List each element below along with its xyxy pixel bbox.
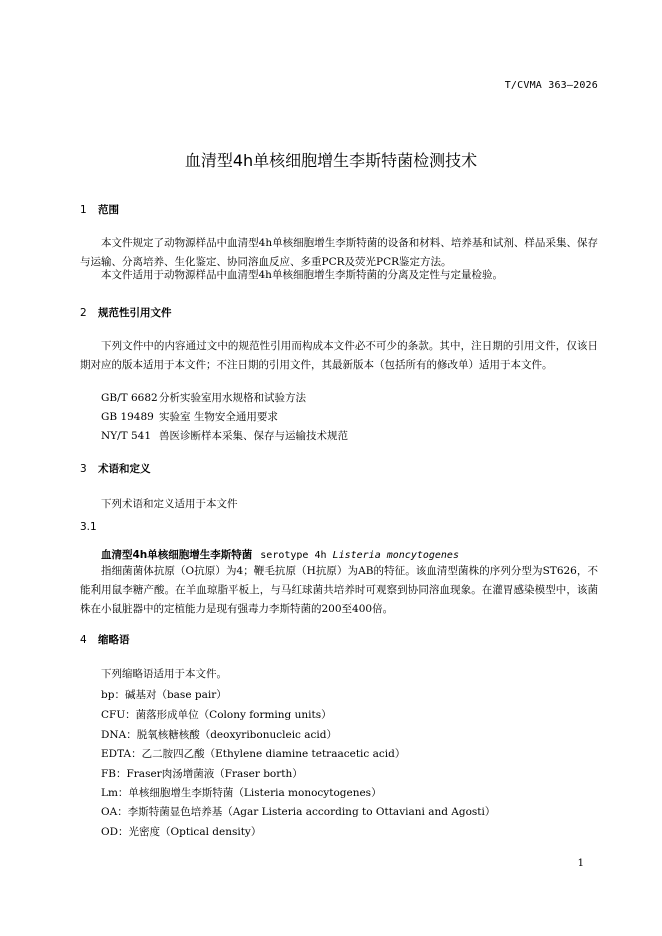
standard-number: T/CVMA 363—2026 <box>504 80 598 91</box>
reference-code: NY/T 541 <box>101 430 152 442</box>
section-title: 范围 <box>98 204 119 216</box>
section-4-heading <box>80 632 130 647</box>
reference-item <box>101 428 348 443</box>
term-number: 3.1 <box>80 521 97 533</box>
abbr-item: OD：光密度（Optical density） <box>101 826 262 838</box>
term-english-prefix: serotype 4h <box>260 550 327 561</box>
refs-paragraph: 下列文件中的内容通过文中的规范性引用而构成本文件必不可少的条款。其中，注日期的引用文件，仅该日期对应的版本适用于本文件；不注日期的引用文件，其最新版本（包括所有的修改单）适用于本文件。 <box>80 340 598 371</box>
reference-name: 分析实验室用水规格和试验方法 <box>159 392 306 404</box>
section-2-heading <box>80 305 172 320</box>
terms-intro: 下列术语和定义适用于本文件 <box>101 498 238 510</box>
abbr-intro: 下列缩略语适用于本文件。 <box>101 668 227 680</box>
section-title: 规范性引用文件 <box>98 307 172 319</box>
reference-code: GB 19489 <box>101 411 154 423</box>
term-chinese: 血清型4h单核细胞增生李斯特菌 <box>101 549 253 561</box>
document-title: 血清型4h单核细胞增生李斯特菌检测技术 <box>184 151 478 170</box>
section-number: 3 <box>80 463 87 475</box>
reference-item <box>101 390 306 405</box>
abbr-item: DNA：脱氧核糖核酸（deoxyribonucleic acid） <box>101 729 337 741</box>
reference-item <box>101 409 278 424</box>
term-english-italic: Listeria moncytogenes <box>332 550 459 561</box>
scope-paragraph-1: 本文件规定了动物源样品中血清型4h单核细胞增生李斯特菌的设备和材料、培养基和试剂、样品采集、保存与运输、分离培养、生化鉴定、协同溶血反应、多重PCR及荧光PCR鉴定方法。 <box>80 237 598 268</box>
section-3-heading <box>80 461 151 476</box>
section-number: 1 <box>80 204 87 216</box>
abbr-item: EDTA：乙二胺四乙酸（Ethylene diamine tetraacetic acid） <box>101 748 406 760</box>
abbr-item: CFU：菌落形成单位（Colony forming units） <box>101 709 332 721</box>
section-1-heading <box>80 202 119 217</box>
term-heading <box>101 547 459 562</box>
scope-paragraph-2: 本文件适用于动物源样品中血清型4h单核细胞增生李斯特菌的分离及定性与定量检验。 <box>101 269 503 281</box>
term-definition: 指细菌菌体抗原（O抗原）为4；鞭毛抗原（H抗原）为AB的特征。该血清型菌株的序列分型为ST626，不能利用鼠李糖产酸。在羊血琼脂平板上，与马红球菌共培养时可观察到协同溶血现象。在灌胃感染模型中，该菌株在小鼠脏器中的定植能力是现有强毒力李斯特菌的200至400倍。 <box>80 565 598 615</box>
section-number: 2 <box>80 307 87 319</box>
page-number: 1 <box>577 858 584 869</box>
term-english <box>260 550 459 561</box>
section-title: 缩略语 <box>98 634 130 646</box>
abbr-item: OA：李斯特菌显色培养基（Agar Listeria according to Ottaviani and Agosti） <box>101 806 496 818</box>
reference-name: 实验室 生物安全通用要求 <box>159 411 278 423</box>
abbr-item: FB：Fraser肉汤增菌液（Fraser borth） <box>101 768 303 780</box>
reference-name: 兽医诊断样本采集、保存与运输技术规范 <box>159 430 348 442</box>
section-number: 4 <box>80 634 87 646</box>
abbr-item: bp：碱基对（base pair） <box>101 689 227 701</box>
abbr-item: Lm：单核细胞增生李斯特菌（Listeria monocytogenes） <box>101 787 382 799</box>
section-title: 术语和定义 <box>98 463 151 475</box>
reference-code: GB/T 6682 <box>101 392 158 404</box>
